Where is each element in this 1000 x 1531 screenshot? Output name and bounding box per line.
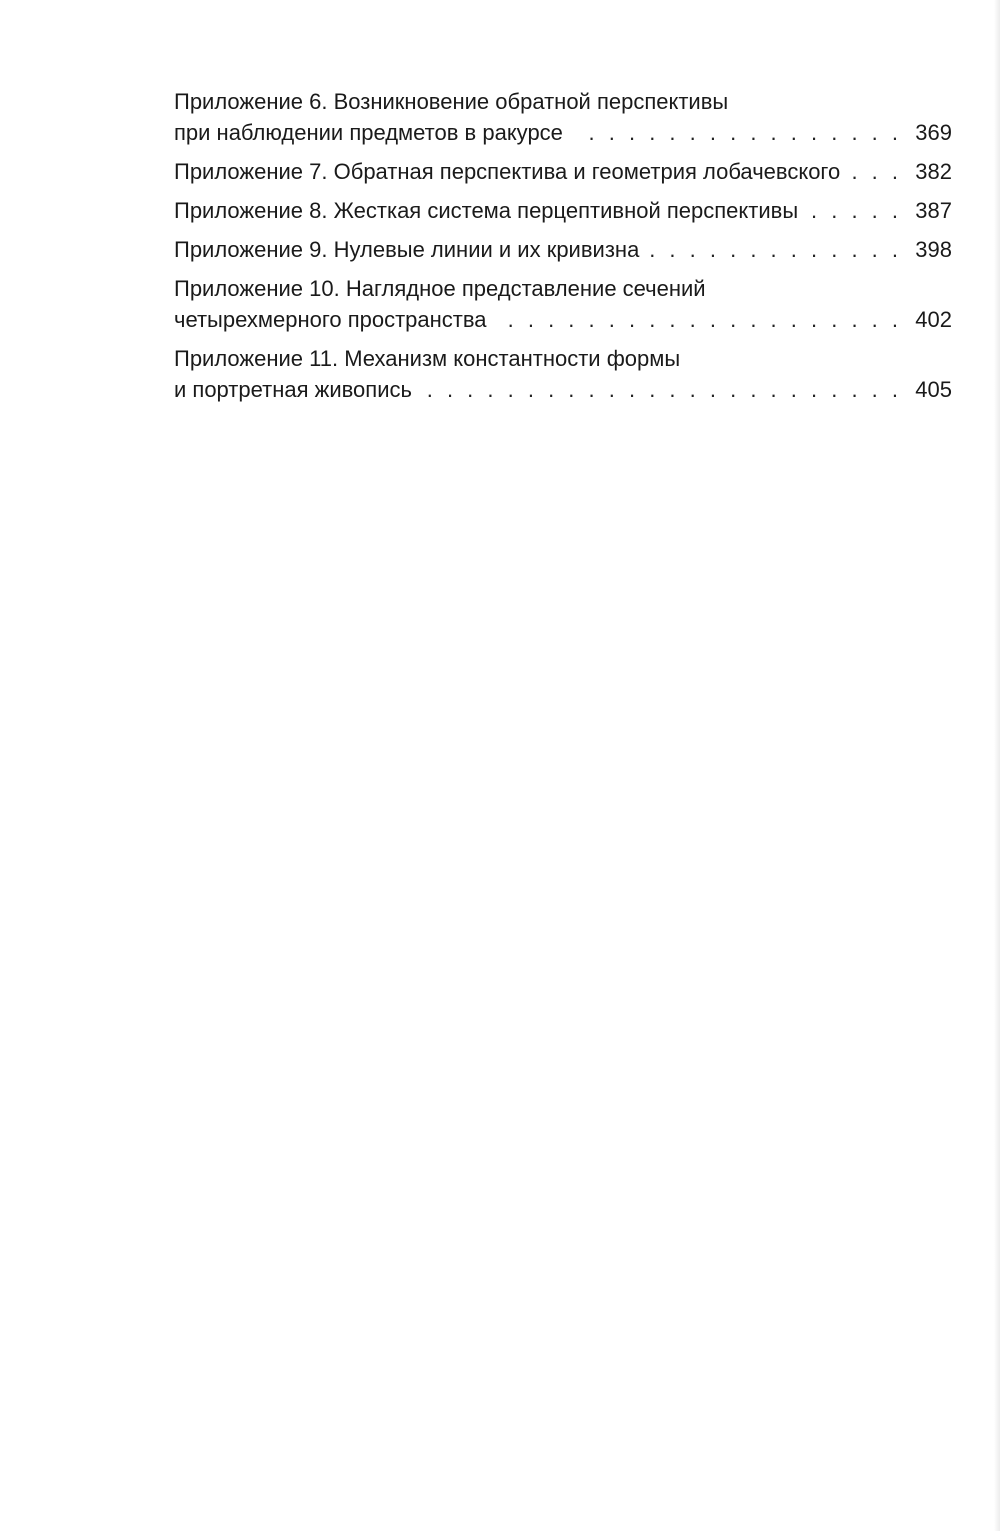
toc-entry-appendix-9[interactable]: [174, 234, 952, 265]
dot-leader: [497, 304, 902, 335]
dot-leader: [808, 195, 902, 226]
toc-page-number: 398: [915, 237, 952, 262]
toc-entry-last-line: [174, 234, 952, 265]
toc-entry-appendix-6[interactable]: [174, 86, 952, 148]
toc-page-number: 387: [915, 198, 952, 223]
toc-page-number: 402: [915, 307, 952, 332]
toc-entry-title-continuation: и портретная живопись: [174, 377, 412, 402]
toc-entry-title: Приложение 7. Обратная перспектива и геометрия лобачевского: [174, 159, 841, 184]
toc-entry-last-line: [174, 304, 952, 335]
toc-page-number: 382: [915, 159, 952, 184]
toc-entry-title: Приложение 8. Жесткая система перцептивной перспективы: [174, 198, 799, 223]
toc-entry-title: Приложение 10. Наглядное представление сечений: [174, 276, 706, 301]
toc-entry-title-continuation: при наблюдении предметов в ракурсе: [174, 120, 563, 145]
toc-entry-last-line: [174, 195, 952, 226]
dot-leader: [649, 234, 902, 265]
toc-entry-title: Приложение 6. Возникновение обратной перспективы: [174, 89, 729, 114]
table-of-contents: [174, 86, 952, 413]
toc-entry-title-continuation: четырехмерного пространства: [174, 307, 487, 332]
page-edge-shadow: [994, 0, 1000, 1531]
toc-entry-appendix-7[interactable]: [174, 156, 952, 187]
toc-entry-last-line: [174, 374, 952, 405]
toc-entry-appendix-8[interactable]: [174, 195, 952, 226]
toc-entry-title-line: [174, 273, 952, 304]
toc-page-number: 369: [915, 120, 952, 145]
toc-entry-appendix-11[interactable]: [174, 343, 952, 405]
toc-page-number: 405: [915, 377, 952, 402]
dot-leader: [850, 156, 902, 187]
dot-leader: [422, 374, 902, 405]
toc-entry-title: Приложение 11. Механизм константности формы: [174, 346, 681, 371]
toc-entry-last-line: [174, 156, 952, 187]
dot-leader: [573, 117, 902, 148]
toc-entry-title: Приложение 9. Нулевые линии и их кривизна: [174, 237, 640, 262]
toc-entry-title-line: [174, 86, 952, 117]
toc-entry-last-line: [174, 117, 952, 148]
toc-entry-appendix-10[interactable]: [174, 273, 952, 335]
toc-entry-title-line: [174, 343, 952, 374]
